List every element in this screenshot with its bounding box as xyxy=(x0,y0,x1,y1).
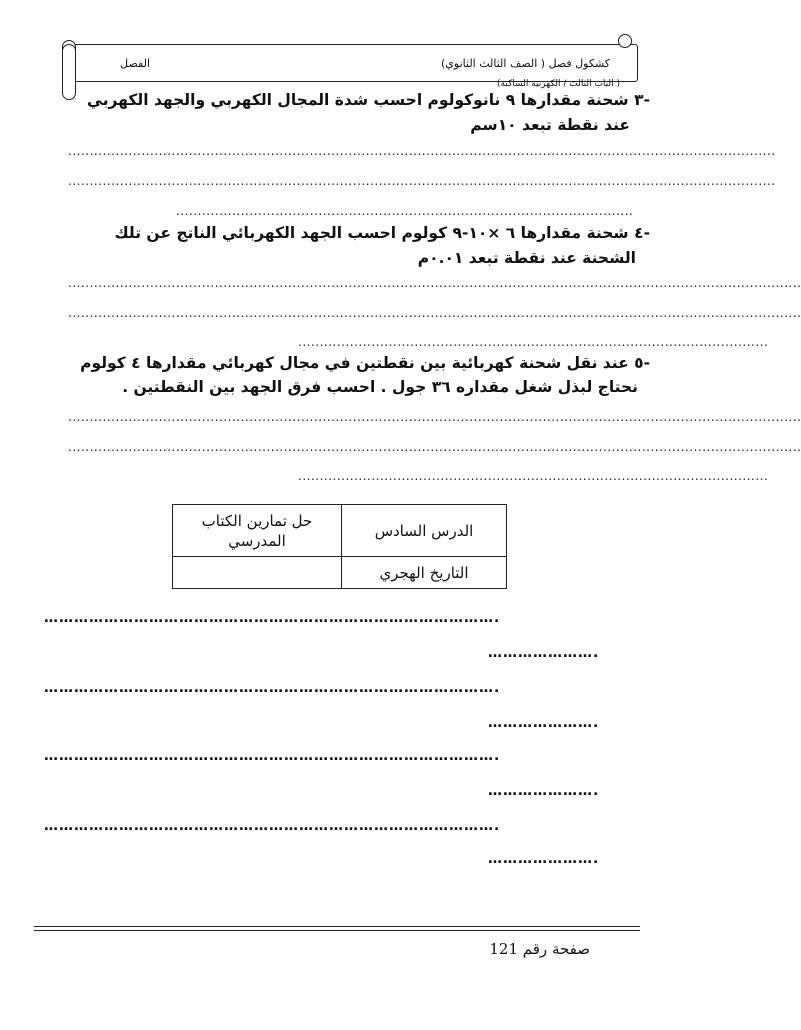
answer-line: ............................................................................................................. xyxy=(298,335,769,349)
answer-line: .................................................................................................................................................................... xyxy=(68,144,776,158)
question-number: -٤ xyxy=(634,224,650,242)
page-number-value: 121 xyxy=(489,940,518,958)
answer-line: .......................................................................................................................................................................... xyxy=(68,306,801,320)
question-5-line2: نحتاج لبذل شغل مقداره ٣٦ جول . احسب فرق الجهد بين النقطتين . xyxy=(122,378,638,396)
writing-line: …………………. xyxy=(488,851,600,867)
answer-line: .......................................................................................................................................................................... xyxy=(68,440,801,454)
question-3 xyxy=(70,88,650,113)
writing-line: ………………………………………………………………………………. xyxy=(44,680,501,696)
page-label: صفحة رقم xyxy=(522,940,590,958)
page-number xyxy=(420,940,590,958)
scroll-curl-icon xyxy=(618,34,632,48)
question-text: شحنة مقدارها ٩ نانوكولوم احسب شدة المجال الكهربي والجهد الكهربي xyxy=(87,91,629,109)
question-4 xyxy=(70,221,650,246)
question-text: عند نقل شحنة كهربائية بين نقطتين في مجال كهربائي مقدارها ٤ كولوم xyxy=(80,354,629,372)
hijri-label-cell: التاريخ الهجري xyxy=(342,557,507,589)
answer-line: .................................................................................................................................................................... xyxy=(68,174,776,188)
chapter-subtitle: ( الباب الثالث / الكهربية الساكنة) xyxy=(496,79,620,89)
answer-line: .......................................................................................................................................................................... xyxy=(68,410,801,424)
writing-line: ………………………………………………………………………………. xyxy=(44,818,501,834)
writing-line: ………………………………………………………………………………. xyxy=(44,748,501,764)
lesson-name-cell: الدرس السادس xyxy=(342,505,507,557)
writing-line: ………………………………………………………………………………. xyxy=(44,610,501,626)
hijri-date-cell[interactable] xyxy=(173,557,342,589)
question-number: -٥ xyxy=(634,354,650,372)
activity-cell: حل تمارين الكتاب المدرسي xyxy=(173,505,342,557)
question-number: -٣ xyxy=(634,91,650,109)
class-label: الفصل xyxy=(120,57,150,70)
question-3-line2: عند نقطة تبعد ١٠سم xyxy=(470,116,630,134)
answer-line: ............................................................................................................. xyxy=(298,469,769,483)
question-5 xyxy=(70,351,650,376)
lesson-table xyxy=(172,504,507,589)
footer-divider xyxy=(34,926,640,927)
writing-line: …………………. xyxy=(488,645,600,661)
writing-line: …………………. xyxy=(488,715,600,731)
writing-line: …………………. xyxy=(488,783,600,799)
footer-divider xyxy=(34,930,640,931)
question-4-line2: الشحنة عند نقطة تبعد ٠.٠١م xyxy=(417,249,636,267)
question-text: شحنة مقدارها ٦ ×١٠-٩ كولوم احسب الجهد الكهربائي الناتج عن تلك xyxy=(114,224,629,242)
answer-line: .......................................................................................................... xyxy=(176,204,634,218)
course-title: كشكول فصل ( الصف الثالث الثانوي) xyxy=(441,57,610,70)
answer-line: .......................................................................................................................................................................... xyxy=(68,276,801,290)
